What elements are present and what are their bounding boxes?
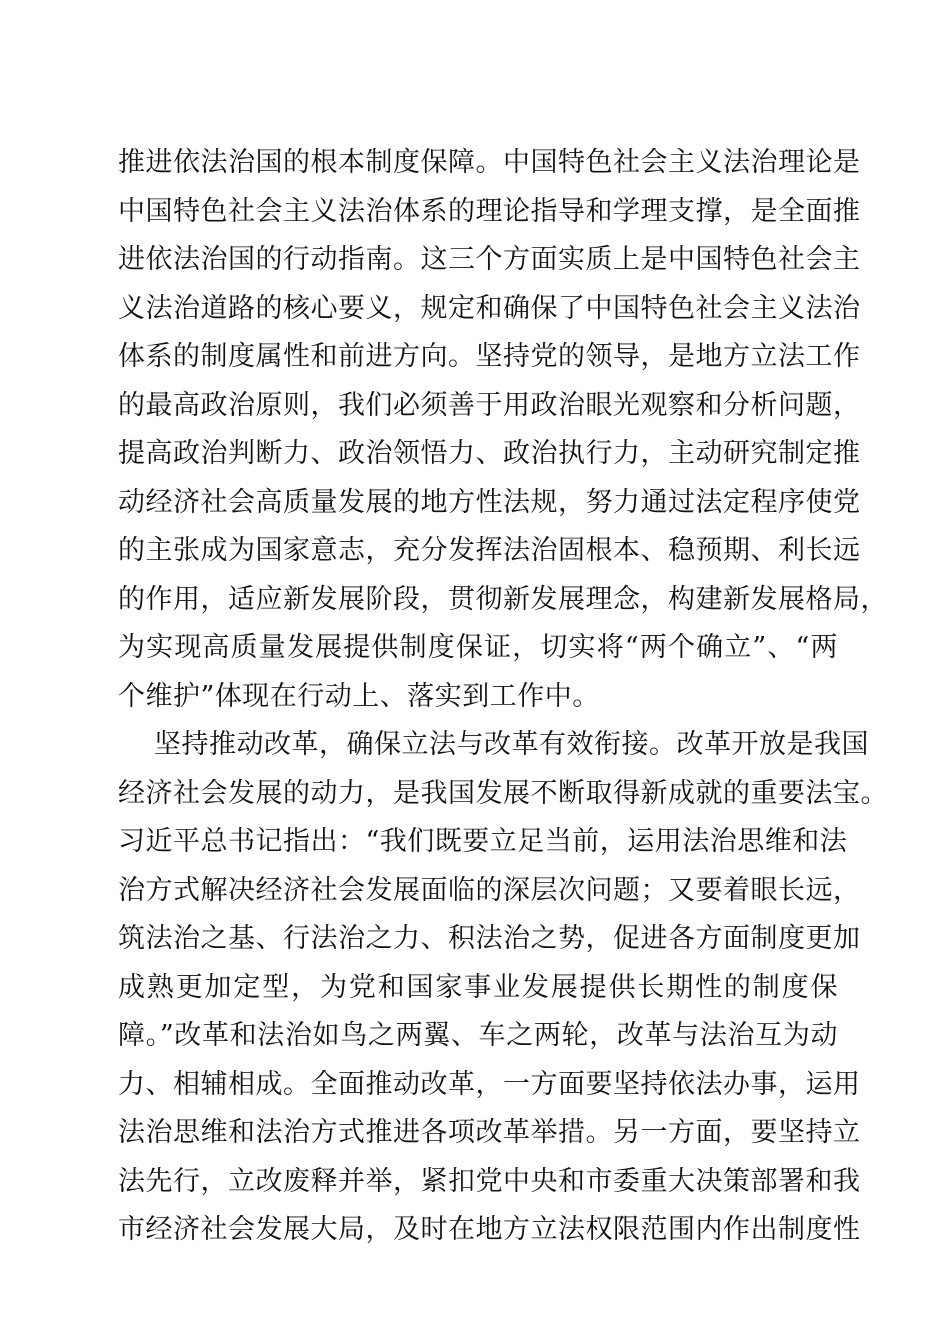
text-line: 障。”改革和法治如鸟之两翼、车之两轮，改革与法治互为动 xyxy=(118,1020,838,1051)
text-line: 进依法治国的行动指南。这三个方面实质上是中国特色社会主 xyxy=(118,244,861,275)
text-line: 力、相辅相成。全面推动改革，一方面要坚持依法办事，运用 xyxy=(118,1068,861,1100)
text-line: 的最高政治原则，我们必须善于用政治眼光观察和分析问题， xyxy=(118,389,861,421)
text-line: 筑法治之基、行法治之力、积法治之势，促进各方面制度更加 xyxy=(118,923,861,954)
text-line: 经济社会发展的动力，是我国发展不断取得新成就的重要法宝。 xyxy=(118,777,888,809)
text-line: 市经济社会发展大局，及时在地方立法权限范围内作出制度性 xyxy=(118,1214,861,1245)
text-line: 的主张成为国家意志，充分发挥法治固根本、稳预期、利长远 xyxy=(118,535,861,566)
paragraph-start-line: 坚持推动改革，确保立法与改革有效衔接。改革开放是我国 xyxy=(154,729,869,760)
text-line: 法治思维和法治方式推进各项改革举措。另一方面，要坚持立 xyxy=(118,1117,861,1148)
text-line: 体系的制度属性和前进方向。坚持党的领导，是地方立法工作 xyxy=(118,341,861,372)
text-line: 义法治道路的核心要义，规定和确保了中国特色社会主义法治 xyxy=(118,292,861,324)
text-line: 动经济社会高质量发展的地方性法规，努力通过法定程序使党 xyxy=(118,486,861,518)
text-line: 法先行，立改废释并举，紧扣党中央和市委重大决策部署和我 xyxy=(118,1165,861,1197)
text-line: 为实现高质量发展提供制度保证，切实将“两个确立”、“两 xyxy=(118,632,838,663)
text-line: 中国特色社会主义法治体系的理论指导和学理支撑，是全面推 xyxy=(118,195,861,227)
text-line: 提高政治判断力、政治领悟力、政治执行力，主动研究制定推 xyxy=(118,438,861,469)
text-line: 推进依法治国的根本制度保障。中国特色社会主义法治理论是 xyxy=(118,147,861,178)
text-line: 成熟更加定型，为党和国家事业发展提供长期性的制度保 xyxy=(118,971,838,1003)
body-text xyxy=(118,139,888,1255)
text-line: 的作用，适应新发展阶段，贯彻新发展理念，构建新发展格局， xyxy=(118,583,888,615)
paragraph-end-line: 个维护”体现在行动上、落实到工作中。 xyxy=(118,680,600,712)
text-line: 习近平总书记指出：“我们既要立足当前，运用法治思维和法 xyxy=(118,826,848,857)
text-line: 治方式解决经济社会发展面临的深层次问题；又要着眼长远， xyxy=(118,874,861,906)
